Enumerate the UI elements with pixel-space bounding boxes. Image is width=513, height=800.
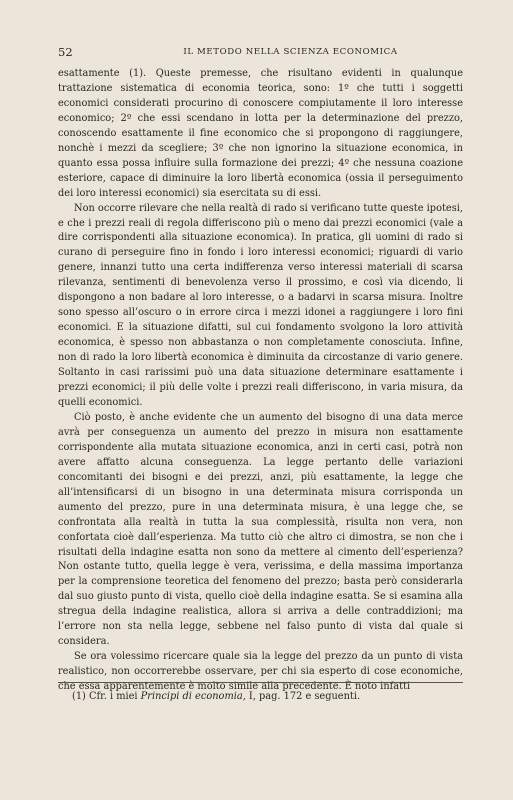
footnote-prefix: (1) Cfr. i miei — [72, 691, 141, 702]
paragraph-continuation: esattamente (1). Queste premesse, che risultano evidenti in qualunque trattazione sistematica di economia teorica, sono: 1º che tutti i soggetti economici considerati procurino di conoscere compiutamente il loro interesse economico; 2º che essi scendano in lotta per la determinazione del prezzo, conoscendo esattamente il fine economico che si propongono di raggiungere, nonchè i mezzi da scegliere; 3º che non ignorino la situazione economica, in quanto essa possa influire sulla formazione dei prezzi; 4º che nessuna coazione esteriore, capace di diminuire la loro libertà economica (ossia il perseguimento dei loro interessi economici) sia esercitata su di essi. — [58, 68, 463, 199]
running-title: IL METODO NELLA SCIENZA ECONOMICA — [183, 47, 398, 57]
page-number: 52 — [58, 45, 73, 59]
paragraph-law-of-prices: Ciò posto, è anche evidente che un aumento del bisogno di una data merce avrà per conseguenza un aumento del prezzo in misura non esattamente corrispondente alla mutata situazione economica, anzi in certi casi, potrà non avere affatto alcuna conseguenza. La legge pertanto delle variazioni concomitanti dei bisogni e dei prezzi, anzi, più esattamente, la legge che all’intensificarsi di un bisogno in una determinata misura corrisponda un aumento del prezzo, pure in una determinata misura, è una legge che, se confrontata alla realtà in tutta la sua complessità, risulta non vera, non confortata cioè dall’esperienza. Ma tutto ciò che altro ci dimostra, se non che i risultati della indagine esatta non sono da mettere al cimento dell’esperienza? Non ostante tutto, quella legge è vera, verissima, e della massima importanza per la comprensione teoretica del fenomeno del prezzo; basta però considerarla dal suo giusto punto di vista, quello cioè della indagine esatta. Se si esamina alla stregua della indagine realistica, allora si arriva a delle contraddizioni; ma l’errore non sta nella legge, sebbene nel falso punto di vista dal quale si considera. — [58, 411, 463, 648]
footnote — [72, 690, 463, 704]
paragraph-real-prices: Non occorre rilevare che nella realtà di rado si verificano tutte queste ipotesi, e che i prezzi reali di regola differiscono più o meno dai prezzi economici (vale a dire corrispondenti alla situazione economica). In pratica, gli uomini di rado si curano di perseguire fino in fondo i loro interessi economici; riguardi di vario genere, innanzi tutto una certa indifferenza verso interessi materiali di scarsa rilevanza, sentimenti di benevolenza verso il prossimo, e così via dicendo, li dispongono a non badare al loro interesse, o a badarvi in scarsa misura. Inoltre sono spesso all’oscuro o in errore circa i mezzi idonei a raggiungere i loro fini economici. E la situazione difatti, sul cui fondamento svolgono la loro attività economica, è spesso non abbastanza o non completamente conosciuta. Infine, non di rado la loro libertà economica è diminuita da circostanze di vario genere. Soltanto in casi rarissimi può una data situazione determinare esattamente i prezzi economici; il più delle volte i prezzi reali differiscono, in varia misura, da quelli economici. — [58, 202, 463, 408]
paragraph-realistic-view: Se ora volessimo ricercare quale sia la legge del prezzo da un punto di vista realistico, non occorrerebbe osservare, per chi sia esperto di cose economiche, che essa apparentemente è molto simile alla precedente. È noto infatti — [58, 651, 463, 693]
footnote-book-title: Principi di economia — [140, 691, 243, 702]
page-header — [58, 45, 463, 59]
footnote-divider — [58, 682, 463, 683]
footnote-suffix: , I, pag. 172 e seguenti. — [242, 691, 361, 702]
body-text — [58, 67, 463, 695]
